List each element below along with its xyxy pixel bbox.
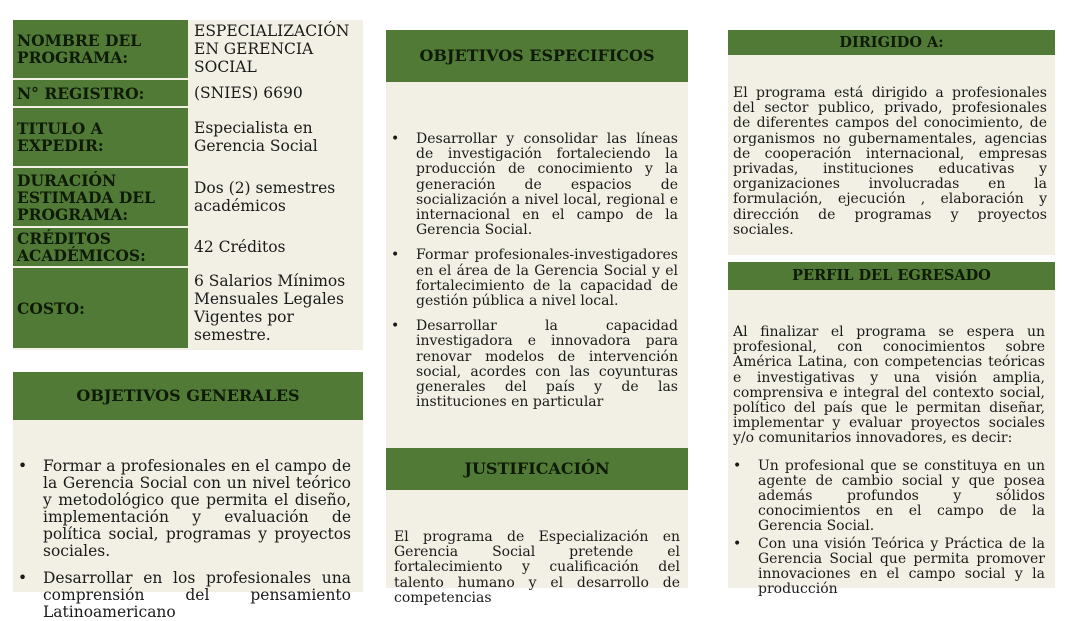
justificacion-text: El programa de Especialización en Gerencia Social pretende el fortalecimiento y cualificación del talento humano y el desarrollo de competencias xyxy=(394,529,680,606)
dirigido-panel xyxy=(728,30,1055,255)
justificacion-panel xyxy=(386,448,688,606)
label-duracion: DURACIÓN ESTIMADA DEL PROGRAMA: xyxy=(13,168,188,228)
perfil-intro: Al finalizar el programa se espera un profesional, con conocimientos sobre América Latina, con competencias teóricas e investigativas y una visión amplia, comprensiva e integral del contexto social, político del país que le permitan diseñar, implementar y evaluar proyectos sociales y/o comunitarios innovadores, es decir: xyxy=(733,324,1045,447)
label-titulo: TITULO A EXPEDIR: xyxy=(13,108,188,168)
dirigido-text: El programa está dirigido a profesionales del sector publico, privado, profesionales de diferentes campos del conocimiento, de organismos no gubernamentales, agencias de cooperación internacional, empresas privadas, instituciones educativas y organizaciones involucradas en la formulación, ejecución , elaboración y dirección de programas y proyectos sociales. xyxy=(733,85,1047,238)
label-registro: N° REGISTRO: xyxy=(13,80,188,108)
value-costo: 6 Salarios Mínimos Mensuales Legales Vigentes por semestre. xyxy=(188,268,363,350)
objetivos-generales-list xyxy=(13,458,363,621)
perfil-title: PERFIL DEL EGRESADO xyxy=(728,262,1055,290)
row-costo xyxy=(13,268,363,350)
value-duracion: Dos (2) semestres académicos xyxy=(188,168,363,228)
list-item: • Desarrollar la capacidad investigadora e innovadora para renovar modelos de intervención social, acordes con las coyunturas generales del país y de las instituciones en particular xyxy=(416,319,678,410)
dirigido-title: DIRIGIDO A: xyxy=(728,30,1055,55)
value-registro: (SNIES) 6690 xyxy=(188,80,363,108)
objetivos-especificos-title: OBJETIVOS ESPECIFICOS xyxy=(386,30,688,82)
value-titulo: Especialista en Gerencia Social xyxy=(188,108,363,168)
row-nombre xyxy=(13,20,363,80)
list-item: • Desarrollar y consolidar las líneas de investigación fortaleciendo la producción de conocimiento y la generación de espacios de socialización a nivel local, regional e internacional en el campo de la Gerencia Social. xyxy=(416,132,678,238)
program-info-table xyxy=(13,20,363,350)
list-item: • Un profesional que se constituya en un agente de cambio social y que posea además profundos y sólidos conocimientos en el campo de la Gerencia Social. xyxy=(758,459,1045,535)
row-duracion xyxy=(13,168,363,228)
row-registro xyxy=(13,80,363,108)
value-creditos: 42 Créditos xyxy=(188,228,363,268)
perfil-list xyxy=(728,459,1055,598)
row-titulo xyxy=(13,108,363,168)
list-item: • Formar a profesionales en el campo de la Gerencia Social con un nivel teórico y metodológico que permita el diseño, implementación y evaluación de política social, programas y proyectos sociales. xyxy=(43,458,351,560)
list-item: • Con una visión Teórica y Práctica de la Gerencia Social que permita promover innovaciones en el campo social y la producción xyxy=(758,537,1045,598)
perfil-panel xyxy=(728,262,1055,598)
list-item: • Desarrollar en los profesionales una comprensión del pensamiento Latinoamericano xyxy=(43,570,351,621)
row-creditos xyxy=(13,228,363,268)
justificacion-title: JUSTIFICACIÓN xyxy=(386,448,688,490)
label-nombre: NOMBRE DEL PROGRAMA: xyxy=(13,20,188,80)
label-costo: COSTO: xyxy=(13,268,188,350)
objetivos-especificos-panel xyxy=(386,30,688,450)
label-creditos: CRÉDITOS ACADÉMICOS: xyxy=(13,228,188,268)
objetivos-generales-title: OBJETIVOS GENERALES xyxy=(13,372,363,420)
objetivos-especificos-list xyxy=(386,132,688,410)
list-item: • Formar profesionales-investigadores en el área de la Gerencia Social y el fortalecimiento de la capacidad de gestión pública a nivel local. xyxy=(416,248,678,309)
objetivos-generales-panel xyxy=(13,372,363,621)
value-nombre: ESPECIALIZACIÓN EN GERENCIA SOCIAL xyxy=(188,20,363,80)
